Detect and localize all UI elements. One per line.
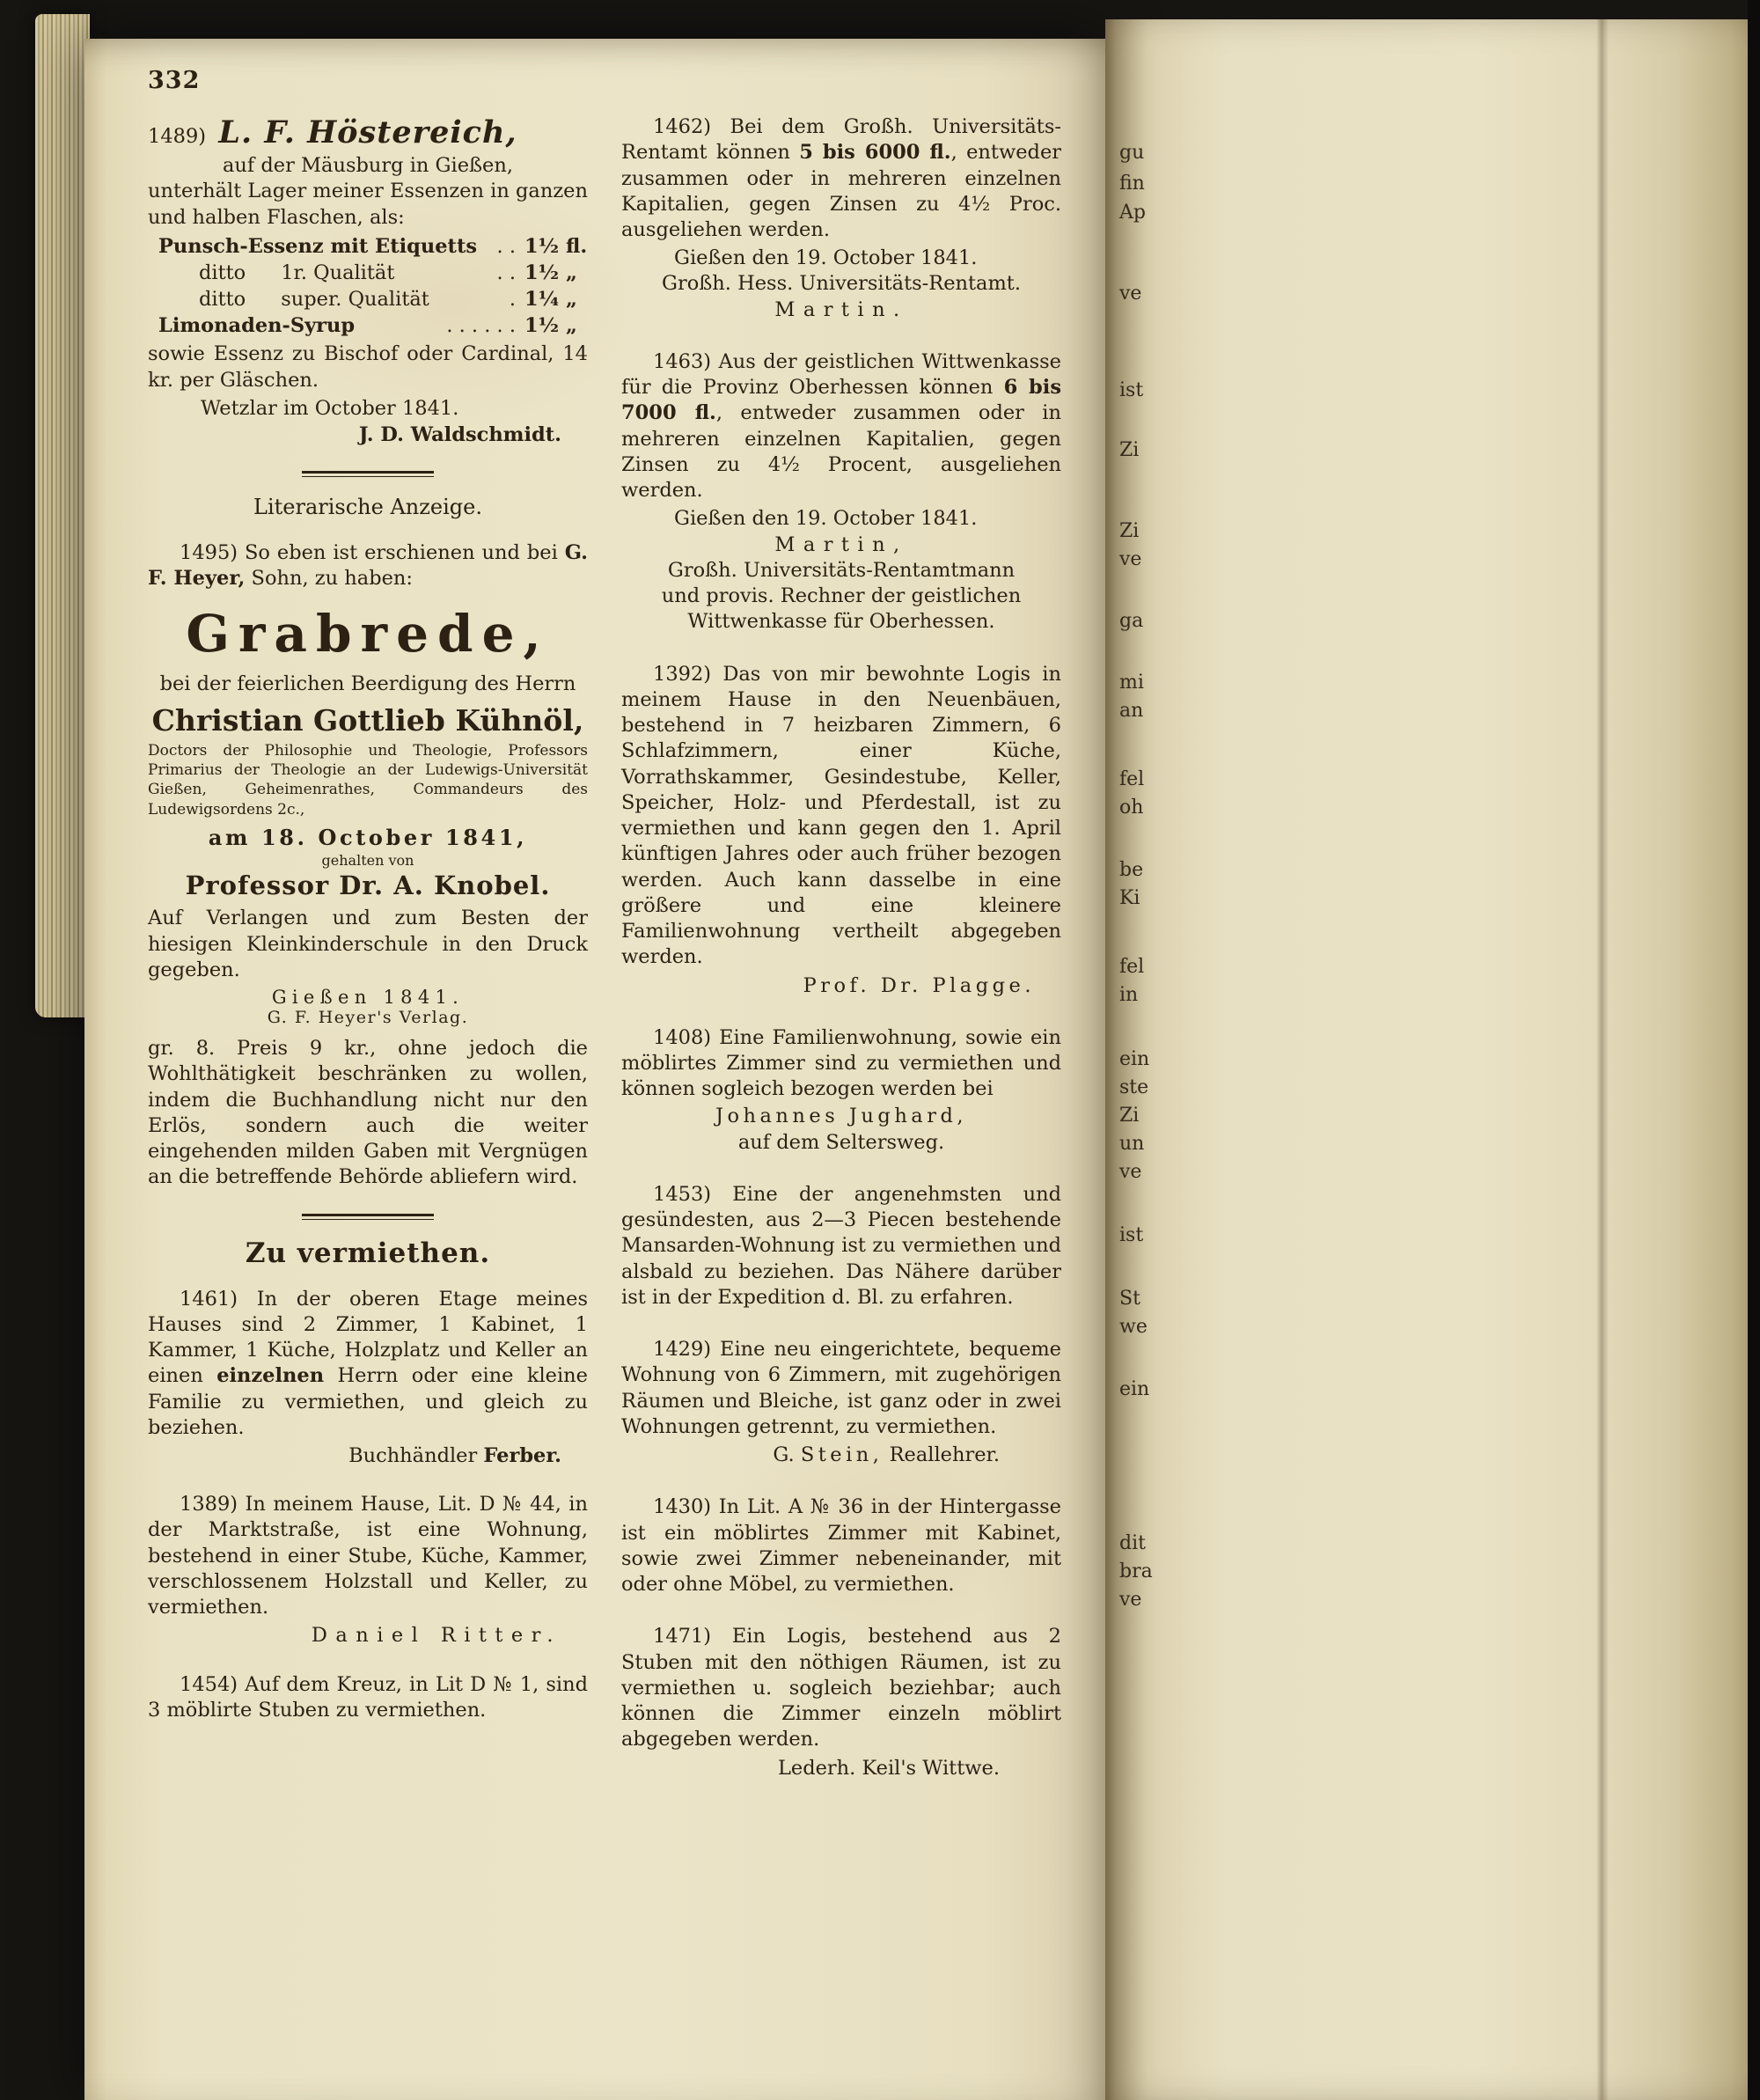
price-item-quality: 1r. Qualität: [281, 261, 395, 284]
deceased-titles: Doctors der Philosophie und Theologie, Professors Primarius der Theologie an der Ludewigs-Universität Gießen, Geheimenrathes, Commandeurs des Ludewigsordens 2c.,: [148, 741, 588, 819]
price-value: 1¼ „: [524, 288, 577, 312]
edge-text-fragment: ist: [1119, 1224, 1144, 1246]
book-subtitle: bei der feierlichen Beerdigung des Herrn: [159, 672, 576, 696]
dateline: Wetzlar im October 1841.: [201, 396, 459, 420]
ad-rental-text: 1408) Eine Familienwohnung, sowie ein möblirtes Zimmer sind zu vermiethen und können sogleich bezogen werden bei: [621, 1025, 1061, 1101]
text-segment: Buchhändler: [348, 1444, 484, 1468]
price-value: 1½ „: [524, 261, 577, 284]
dot-leader: . .: [496, 234, 516, 258]
edge-text-fragment: Ap: [1119, 202, 1146, 224]
price-value: 1½ fl.: [524, 234, 588, 258]
edge-text-fragment: St: [1119, 1288, 1140, 1310]
text-segment: Sohn, zu haben:: [245, 567, 413, 591]
edge-text-fragment: ve: [1119, 548, 1142, 570]
facing-page-sliver: [1105, 19, 1748, 2100]
ad-rental-text: 1453) Eine der angenehmsten und gesündesten, aus 2—3 Piecen bestehende Mansarden-Wohnung ist zu vermiethen und alsbald zu beziehen. Das Nähere darüber ist in der Expedition d. Bl. zu erfahren.: [621, 1182, 1061, 1309]
ad-rental-text: 1471) Ein Logis, bestehend aus 2 Stuben mit den nöthigen Räumen, ist zu vermiethen u. sogleich beziehbar; auch können die Zimmer einzeln möblirt abgegeben werden.: [621, 1625, 1061, 1751]
edge-text-fragment: mi: [1119, 672, 1144, 694]
ad-essences-1489: [148, 114, 588, 448]
signer-title: Reallehrer.: [883, 1443, 1000, 1467]
edge-text-fragment: fel: [1119, 768, 1145, 790]
edge-text-fragment: ve: [1119, 1161, 1142, 1183]
signer-title: Großh. Universitäts-Rentamtmann: [667, 558, 1016, 582]
signature: [148, 1443, 588, 1469]
ad-rental-1389: [148, 1492, 588, 1648]
signer-address: auf dem Seltersweg.: [737, 1130, 945, 1154]
funeral-date: am 18. October 1841,: [208, 825, 528, 851]
signer-name: Ferber.: [483, 1444, 561, 1468]
ad-rental-1454: [148, 1672, 588, 1724]
ad-loan-text: [621, 349, 1061, 504]
ad-rental-1453: [621, 1182, 1061, 1311]
signer-title: und provis. Rechner der geistlichen: [661, 584, 1022, 608]
ad-rental-1461: [148, 1287, 588, 1470]
ad-rental-text: 1389) In meinem Hause, Lit. D № 44, in der Marktstraße, ist eine Wohnung, bestehend in einer Stube, Küche, Kammer, verschlossenem Holzstall und Keller, zu vermiethen.: [148, 1493, 588, 1619]
edge-text-fragment: un: [1119, 1133, 1145, 1155]
edge-text-fragment: dit: [1119, 1532, 1146, 1554]
edge-text-fragment: fel: [1119, 956, 1145, 978]
ad-essences-tail: sowie Essenz zu Bischof oder Cardinal, 14 kr. per Gläschen.: [148, 342, 588, 392]
deceased-name: Christian Gottlieb Kühnöl,: [151, 702, 584, 738]
vendor-location: auf der Mäusburg in Gießen,: [222, 154, 514, 177]
page-stack-edge: [35, 14, 90, 1017]
section-divider: [302, 1214, 434, 1220]
price-item-quality: super. Qualität: [281, 288, 429, 312]
dateline: Gießen den 19. October 1841.: [674, 507, 978, 531]
scan-edge-right: [1748, 0, 1760, 2100]
edge-text-fragment: in: [1119, 984, 1139, 1006]
ad-rental-text: [148, 1287, 588, 1442]
edge-text-fragment: be: [1119, 859, 1144, 881]
text-segment: , entweder zusammen oder in mehreren einzelnen Kapitalien, gegen Zinsen zu 4½ Proc. ausgeliehen werden.: [621, 141, 1062, 241]
ad-rental-text: 1392) Das von mir bewohnte Logis in meinem Hause in den Neuenbäuen, bestehend in 7 heizbaren Zimmern, 6 Schlafzimmern, einer Küche, Vorrathskammer, Gesindestube, Keller, Speicher, Holz- und Pferdestall, ist zu vermiethen und kann gegen den 1. April künftigen Jahres oder auch früher bezogen werden. Auch kann dasselbe in eine größere und eine kleinere Familienwohnung vertheilt abgegeben werden.: [621, 662, 1061, 969]
price-item-label: Limonaden-Syrup: [158, 314, 356, 338]
ad-essences-body: unterhält Lager meiner Essenzen in ganzen und halben Flaschen, als:: [148, 180, 588, 229]
ad-rental-1430: [621, 1494, 1061, 1597]
dateline: Gießen den 19. October 1841.: [674, 246, 978, 270]
imprint-place: Gießen 1841.: [271, 987, 465, 1009]
text-segment: 1462) Bei dem Großh. Universitäts-Rentamt können: [621, 115, 1061, 165]
amount-text: 5 bis 6000 fl.: [799, 141, 951, 165]
edge-text-fragment: we: [1119, 1316, 1148, 1338]
left-column: [148, 114, 588, 1808]
price-row-limonade: [148, 312, 588, 339]
organization-name: Großh. Hess. Universitäts-Rentamt.: [662, 272, 1021, 296]
ad-loan-text: [621, 114, 1061, 243]
ad-grabrede-intro: [148, 540, 588, 592]
edge-text-fragment: Ki: [1119, 887, 1140, 909]
price-item-label: ditto: [199, 261, 246, 284]
signature: Martin,: [774, 532, 908, 556]
dot-leader: .: [509, 288, 516, 312]
edge-text-fragment: ein: [1119, 1378, 1150, 1400]
text-segment: 1461) In der oberen Etage meines Hauses sind 2 Zimmer, 1 Kabinet, 1 Kammer, 1 Küche, Holzplatz und Keller an einen: [148, 1287, 588, 1388]
speaker-name: Professor Dr. A. Knobel.: [185, 870, 551, 901]
section-divider: [302, 471, 434, 477]
edge-text-fragment: ve: [1119, 283, 1142, 305]
amount-text: 6 bis 7000 fl.: [621, 376, 1062, 425]
imprint-publisher: G. F. Heyer's Verlag.: [267, 1008, 469, 1028]
right-column: [621, 114, 1061, 1808]
ad-rental-1392: [621, 662, 1061, 999]
ad-rental-text: 1429) Eine neu eingerichtete, bequeme Wohnung von 6 Zimmern, mit zugehörigen Räumen und Bleiche, ist ganz oder in zwei Wohnungen getrennt, zu vermiethen.: [621, 1338, 1061, 1438]
section-header-literary: Literarische Anzeige.: [253, 495, 482, 520]
ad-rental-1408: [621, 1025, 1061, 1156]
price-list: [148, 233, 588, 340]
ad-rental-text: 1454) Auf dem Kreuz, in Lit D № 1, sind 3 möblirte Stuben zu vermiethen.: [148, 1672, 588, 1722]
ad-rental-1429: [621, 1337, 1061, 1468]
text-segment: Herrn oder eine kleine Familie zu vermiethen, und gleich zu beziehen.: [148, 1364, 588, 1439]
ad-rental-1471: [621, 1624, 1061, 1781]
vendor-name: L. F. Höstereich,: [218, 114, 517, 151]
price-item-label: ditto: [199, 288, 246, 312]
text-segment: 1495) So eben ist erschienen und bei: [180, 541, 565, 565]
newspaper-page: [84, 39, 1105, 2100]
edge-text-fragment: oh: [1119, 797, 1144, 819]
dot-leader: . .: [496, 261, 516, 284]
book-title: Grabrede,: [186, 603, 550, 664]
held-by-label: gehalten von: [321, 852, 414, 870]
page-number: 332: [148, 67, 201, 94]
edge-text-fragment: bra: [1119, 1560, 1153, 1582]
edge-text-fragment: ve: [1119, 1589, 1142, 1611]
edge-text-fragment: fin: [1119, 173, 1145, 195]
publisher-name: G. F. Heyer,: [148, 541, 588, 591]
page-columns: [148, 114, 1061, 1808]
signer-title: Wittwenkasse für Oberhessen.: [687, 610, 995, 634]
price-row-punsch: [148, 233, 588, 260]
price-value: 1½ „: [524, 314, 577, 338]
price-row-ditto-2: [148, 286, 588, 312]
ad-loan-1462: [621, 114, 1061, 323]
emphasis-text: einzelnen: [216, 1364, 325, 1388]
signature: Johannes Jughard,: [715, 1105, 968, 1128]
edge-text-fragment: an: [1119, 700, 1144, 722]
ad-grabrede-1495: [148, 540, 588, 1190]
price-note: gr. 8. Preis 9 kr., ohne jedoch die Wohlthätigkeit beschränken zu wollen, indem die Buchhandlung nicht nur den Erlös, sondern auch die weiter eingehenden milden Gaben mit Vergnügen an die betreffende Behörde abliefern wird.: [148, 1037, 588, 1189]
dot-leader: . . . . . .: [446, 314, 516, 338]
ad-number: 1489): [148, 125, 207, 148]
edge-text-fragment: Zi: [1119, 1105, 1140, 1127]
signature: J. D. Waldschmidt.: [358, 422, 561, 446]
text-segment: , entweder zusammen oder in mehreren einzelnen Kapitalien, gegen Zinsen zu 4½ Procent, ausgeliehen werden.: [621, 401, 1061, 503]
signature: [621, 1442, 1061, 1468]
edge-text-fragment: ist: [1119, 379, 1144, 401]
section-header-rentals: Zu vermiethen.: [245, 1237, 491, 1269]
signature: Martin.: [774, 297, 908, 321]
signature: Lederh. Keil's Wittwe.: [777, 1756, 1000, 1780]
edge-text-fragment: ein: [1119, 1048, 1150, 1070]
ad-rental-text: 1430) In Lit. A № 36 in der Hintergasse ist ein möblirtes Zimmer mit Kabinet, sowie zwei Zimmer nebeneinander, mit oder ohne Möbel, zu vermiethen.: [621, 1495, 1061, 1597]
ad-loan-1463: [621, 349, 1061, 635]
signature: Daniel Ritter.: [311, 1624, 561, 1648]
edge-text-fragment: ga: [1119, 610, 1144, 632]
ad-essences-headline: [148, 114, 588, 151]
print-note: Auf Verlangen und zum Besten der hiesigen Kleinkinderschule in den Druck gegeben.: [148, 907, 588, 981]
price-row-ditto-1: [148, 260, 588, 286]
text-segment: 1463) Aus der geistlichen Wittwenkasse für die Provinz Oberhessen können: [621, 349, 1061, 400]
edge-text-fragment: gu: [1119, 142, 1145, 164]
price-item-label: Punsch-Essenz mit Etiquetts: [158, 234, 477, 258]
signature: Prof. Dr. Plagge.: [803, 973, 1035, 997]
edge-text-fragment: ste: [1119, 1076, 1149, 1098]
edge-text-fragment: Zi: [1119, 520, 1140, 542]
text-segment: G.: [773, 1443, 801, 1467]
signer-name: Stein,: [800, 1443, 884, 1467]
edge-text-fragment: Zi: [1119, 439, 1140, 461]
